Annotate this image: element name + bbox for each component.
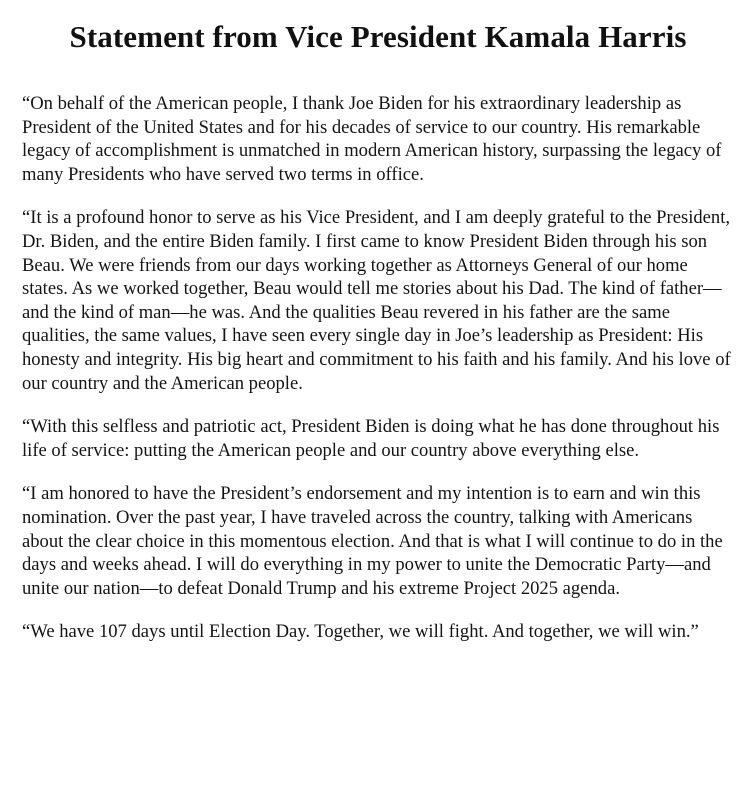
statement-paragraph-5: “We have 107 days until Election Day. Together, we will fight. And together, we will win.”: [22, 621, 699, 643]
statement-body: [22, 92, 734, 644]
statement-paragraph-1: “On behalf of the American people, I thank Joe Biden for his extraordinary leadership as President of the United States and for his decades of service to our country. His remarkable legacy of accomplishment is unmatched in modern American history, surpassing the legacy of many Presidents who have served two terms in office.: [22, 93, 722, 185]
statement-paragraph-4: “I am honored to have the President’s endorsement and my intention is to earn and win this nomination. Over the past year, I have traveled across the country, talking with Americans about the clear choice in this momentous election. And that is what I will continue to do in the days and weeks ahead. I will do everything in my power to unite the Democratic Party—and unite our nation—to defeat Donald Trump and his extreme Project 2025 agenda.: [22, 483, 723, 599]
statement-paragraph-2: “It is a profound honor to serve as his Vice President, and I am deeply grateful to the President, Dr. Biden, and the entire Biden family. I first came to know President Biden through his son Beau. We were friends from our days working together as Attorneys General of our home states. As we worked together, Beau would tell me stories about his Dad. The kind of father—and the kind of man—he was. And the qualities Beau revered in his father are the same qualities, the same values, I have seen every single day in Joe’s leadership as President: His honesty and integrity. His big heart and commitment to his faith and his family. And his love of our country and the American people.: [22, 207, 731, 394]
statement-paragraph-3: “With this selfless and patriotic act, President Biden is doing what he has done throughout his life of service: putting the American people and our country above everything else.: [22, 416, 720, 461]
page-title: Statement from Vice President Kamala Harris: [69, 19, 687, 54]
